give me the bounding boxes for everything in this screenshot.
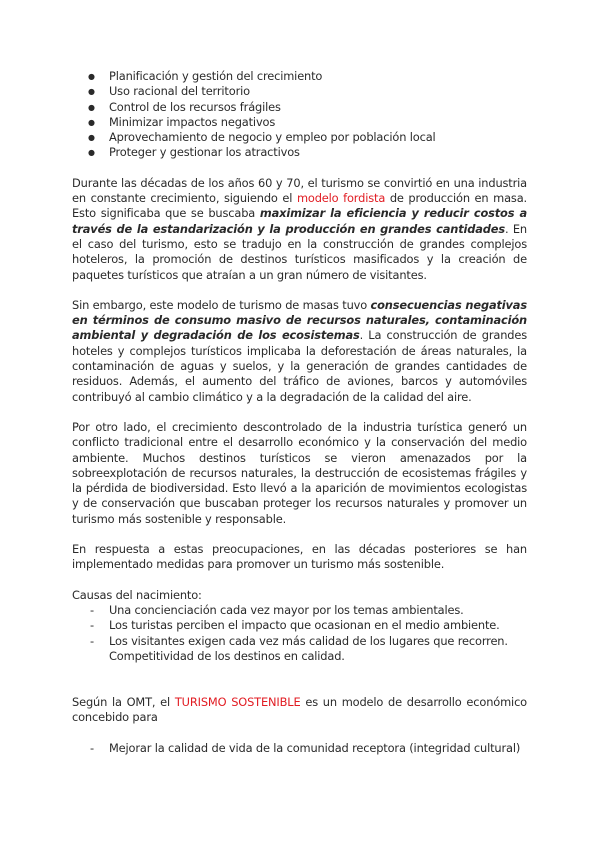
highlight-term: TURISMO SOSTENIBLE [174,695,301,710]
emphasis-text: consecuencias negativas en términos de consumo masivo de recursos naturales, contaminación ambiental y degradación de los ecosistemas [72,297,527,343]
list-item: - Los turistas perciben el impacto que ocasionan en el medio ambiente. [72,618,527,633]
principles-list [72,69,527,161]
list-item: ● Proteger y gestionar los atractivos [72,145,527,160]
causes-list [72,603,527,664]
list-item: - Mejorar la calidad de vida de la comunidad receptora (integridad cultural) [72,741,527,756]
list-item: ● Uso racional del territorio [72,84,527,99]
list-item: ● Aprovechamiento de negocio y empleo por población local [72,130,527,145]
goals-list [72,741,527,756]
paragraph-conflict: Por otro lado, el crecimiento descontrolado de la industria turística generó un conflicto tradicional entre el desarrollo económico y la conservación del medio ambiente. Muchos destinos turísticos se vieron amenazados por la sobreexplotación de recursos naturales, la destrucción de ecosistemas frágiles y la pérdida de biodiversidad. Esto llevó a la aparición de movimientos ecologistas y de conservación que buscaban proteger los recursos naturales y promover un turismo más sostenible y responsable. [72,419,527,526]
causes-title: Causas del nacimiento: [72,587,202,602]
list-item: ● Control de los recursos frágiles [72,100,527,115]
paragraph-mass-tourism: Sin embargo, este modelo de turismo de masas tuvo consecuencias negativas en términos de consumo masivo de recursos naturales, contaminación ambiental y degradación de los ecosistemas. La construcción de grandes hoteles y complejos turísticos implicaba la deforestación de áreas naturales, la contaminación de aguas y suelos, y la generación de grandes cantidades de residuos. Además, el aumento del tráfico de aviones, barcos y automóviles contribuyó al cambio climático y a la degradación de la calidad del aire. [72,297,527,404]
paragraph-fordist-model: Durante las décadas de los años 60 y 70, el turismo se convirtió en una industria en constante crecimiento, siguiendo el modelo fordista de producción en masa. Esto significaba que se buscaba maximizar la eficiencia y reducir costos a través de la estandarización y la producción en grandes cantidades. En el caso del turismo, esto se tradujo en la construcción de grandes complejos hoteleros, la promoción de destinos turísticos masificados y la creación de paquetes turísticos que atraían a un gran número de visitantes. [72,175,527,282]
list-item: - Una concienciación cada vez mayor por los temas ambientales. [72,603,527,618]
list-item: ● Planificación y gestión del crecimiento [72,69,527,84]
list-item: - Los visitantes exigen cada vez más calidad de los lugares que recorren. Competitividad de los destinos en calidad. [72,634,527,665]
document-body [72,69,527,756]
paragraph-omt-definition: Según la OMT, el TURISMO SOSTENIBLE es un modelo de desarrollo económico concebido para [72,695,527,725]
emphasis-text: maximizar la eficiencia y reducir costos a través de la estandarización y la producción en grandes cantidades [72,206,527,236]
highlight-term: modelo fordista [296,191,386,206]
paragraph-response: En respuesta a estas preocupaciones, en las décadas posteriores se han implementado medidas para promover un turismo más sostenible. [72,542,527,572]
list-item: ● Minimizar impactos negativos [72,115,527,130]
